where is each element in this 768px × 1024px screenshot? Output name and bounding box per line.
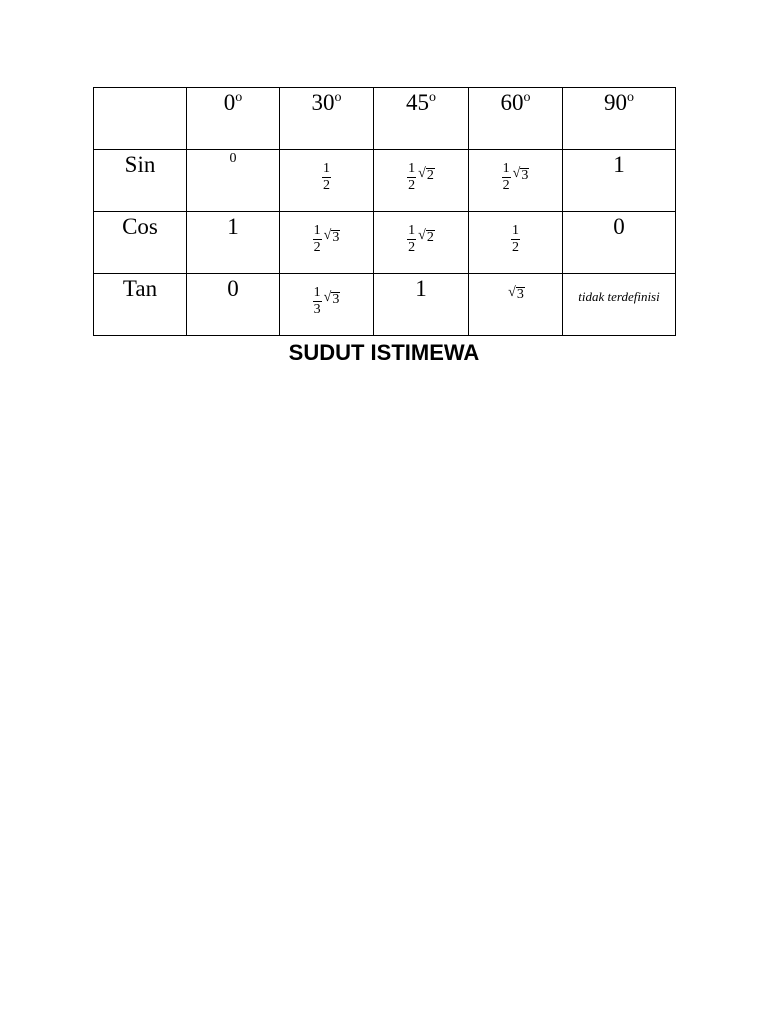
table-row-tan xyxy=(94,274,676,336)
value-cell xyxy=(374,150,469,212)
fraction xyxy=(511,224,520,255)
square-root xyxy=(418,167,435,183)
value-cell xyxy=(187,150,280,212)
denominator: 2 xyxy=(408,178,416,193)
numerator: 1 xyxy=(313,223,321,238)
table-row-cos xyxy=(94,212,676,274)
numerator: 1 xyxy=(502,161,510,176)
special-angles-table xyxy=(93,87,676,336)
square-root xyxy=(324,291,341,307)
radicand: 2 xyxy=(426,167,434,183)
numerator: 1 xyxy=(323,161,330,176)
value-cell xyxy=(469,274,563,336)
denominator: 2 xyxy=(323,178,330,193)
cell-value: 1 xyxy=(415,276,427,301)
value-cell xyxy=(280,150,374,212)
angle-header-cell: 60$^o$ xyxy=(469,88,563,150)
square-root xyxy=(508,286,525,302)
value-cell xyxy=(187,212,280,274)
table-row-sin xyxy=(94,150,676,212)
radical-sign: √ xyxy=(418,227,426,243)
radicand: 3 xyxy=(521,167,529,183)
fraction xyxy=(322,162,331,193)
radical-sign: √ xyxy=(323,227,332,243)
denominator: 2 xyxy=(502,178,510,193)
fraction xyxy=(407,224,416,255)
value-cell xyxy=(563,212,676,274)
cell-value: 1 xyxy=(613,152,625,177)
angle-header-cell: 90$^o$ xyxy=(563,88,676,150)
value-cell xyxy=(374,274,469,336)
value-cell xyxy=(280,274,374,336)
cell-value: 0 xyxy=(613,214,625,239)
value-cell xyxy=(280,212,374,274)
denominator: 3 xyxy=(313,302,321,317)
radicand: 2 xyxy=(426,229,434,245)
denominator: 2 xyxy=(313,240,321,255)
value-cell xyxy=(563,274,676,336)
cell-value: 0 xyxy=(229,151,237,166)
radicand: 3 xyxy=(332,229,340,245)
angle-header-cell: 0$^o$ xyxy=(187,88,280,150)
square-root xyxy=(418,229,435,245)
function-label-cell: Tan xyxy=(94,274,187,336)
function-label-cell: Cos xyxy=(94,212,187,274)
fraction xyxy=(502,162,511,193)
header-row xyxy=(94,88,676,150)
numerator: 1 xyxy=(408,223,416,238)
numerator: 1 xyxy=(512,223,519,238)
denominator: 2 xyxy=(512,240,519,255)
value-cell xyxy=(374,212,469,274)
cell-value: tidak terdefinisi xyxy=(578,289,660,304)
square-root xyxy=(513,167,530,183)
corner-cell xyxy=(94,88,187,150)
table-caption: SUDUT ISTIMEWA xyxy=(288,340,480,365)
fraction xyxy=(313,224,322,255)
angle-header-cell: 30$^o$ xyxy=(280,88,374,150)
radical-sign: √ xyxy=(512,165,521,181)
radical-sign: √ xyxy=(418,165,426,181)
cell-value: 0 xyxy=(227,276,239,301)
angle-header-cell: 45$^o$ xyxy=(374,88,469,150)
radicand: 3 xyxy=(332,291,340,307)
radical-sign: √ xyxy=(508,285,516,300)
denominator: 2 xyxy=(408,240,416,255)
value-cell xyxy=(187,274,280,336)
square-root xyxy=(324,229,341,245)
radicand: 3 xyxy=(516,287,524,302)
value-cell xyxy=(469,150,563,212)
numerator: 1 xyxy=(313,285,321,300)
radical-sign: √ xyxy=(323,289,332,305)
numerator: 1 xyxy=(408,161,416,176)
cell-value: 1 xyxy=(227,214,239,239)
function-label-cell: Sin xyxy=(94,150,187,212)
fraction xyxy=(313,286,322,317)
value-cell xyxy=(469,212,563,274)
value-cell xyxy=(563,150,676,212)
fraction xyxy=(407,162,416,193)
